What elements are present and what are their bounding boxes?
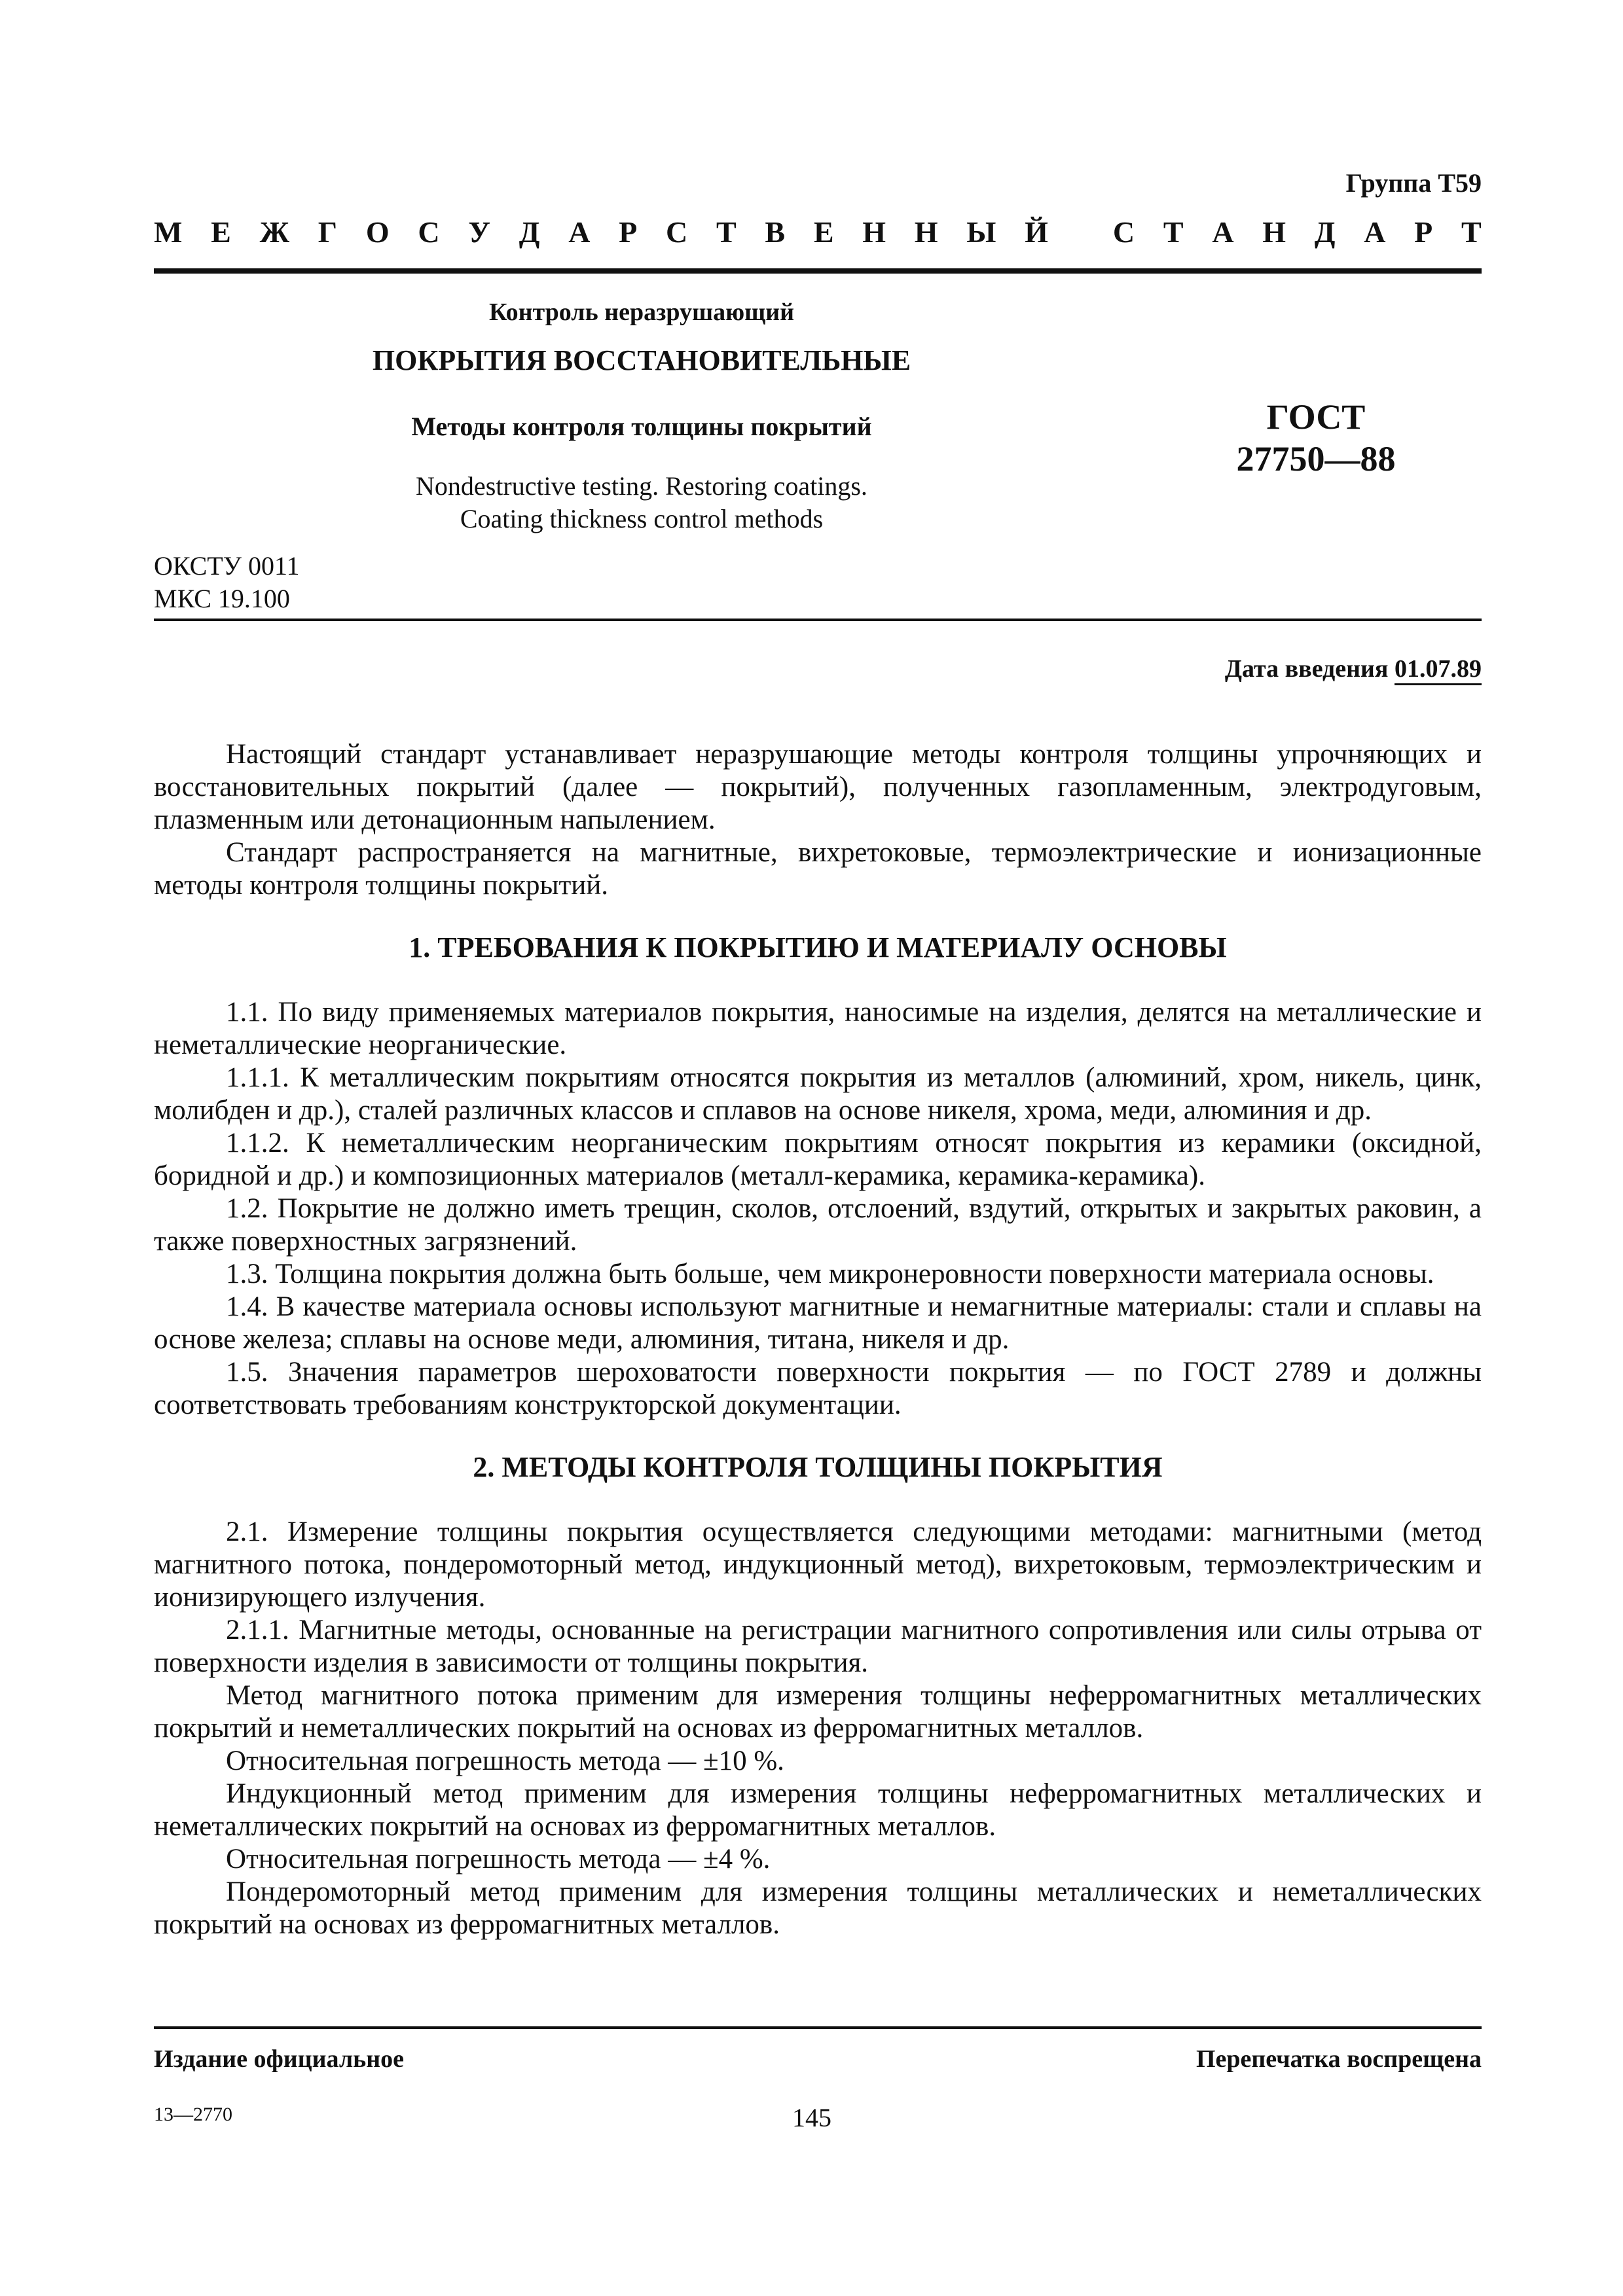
title-letter: С — [666, 215, 688, 249]
gost-label: ГОСТ — [1266, 397, 1366, 437]
title-letter: Ы — [966, 215, 996, 249]
title-letter: В — [765, 215, 786, 249]
footer-rule — [154, 2026, 1482, 2029]
introduction-date — [1225, 655, 1482, 683]
main-title: ПОКРЫТИЯ ВОССТАНОВИТЕЛЬНЫЕ — [372, 344, 911, 376]
title-letter: Н — [1262, 215, 1286, 249]
title-letter: Т — [1461, 215, 1482, 249]
title-word-gap — [1077, 215, 1085, 249]
title-letter: С — [1112, 215, 1135, 249]
paragraph: 1.1.2. К неметаллическим неорганическим покрытиям относят покрытия из керамики (оксидной, боридной и др.) и композиционных материалов (металл-керамика, керамика-керамика). — [154, 1128, 1482, 1191]
title-letter: Г — [318, 215, 338, 249]
paragraph: Относительная погрешность метода — ±4 %. — [226, 1844, 771, 1874]
title-letter: Ж — [259, 215, 290, 249]
paragraph: 1.4. В качестве материала основы используют магнитные и немагнитные материалы: стали и сплавы на основе железа; сплавы на основе меди, алюминия, титана, никеля и др. — [154, 1291, 1482, 1355]
title-letter: У — [468, 215, 491, 249]
gost-number: 27750—88 — [1236, 439, 1396, 478]
paragraph: Стандарт распространяется на магнитные, вихретоковые, термоэлектрические и ионизационные методы контроля толщины покрытий. — [154, 837, 1482, 901]
title-letter: Е — [211, 215, 231, 249]
section-heading: 1. ТРЕБОВАНИЯ К ПОКРЫТИЮ И МАТЕРИАЛУ ОСНОВЫ — [409, 931, 1227, 963]
title-letter: Е — [813, 215, 834, 249]
codes-rule — [154, 619, 1482, 621]
okstu-code: ОКСТУ 0011 — [154, 551, 300, 581]
official-edition-label: Издание официальное — [154, 2045, 405, 2073]
paragraph: 1.3. Толщина покрытия должна быть больше, чем микронеровности поверхности материала основы. — [226, 1259, 1434, 1289]
group-label: Группа Т59 — [1345, 168, 1482, 198]
methods-title: Методы контроля толщины покрытий — [411, 412, 872, 441]
paragraph: 1.2. Покрытие не должно иметь трещин, сколов, отслоений, вздутий, открытых и закрытых раковин, а также поверхностных загрязнений. — [154, 1193, 1482, 1257]
title-letter: С — [418, 215, 440, 249]
paragraph: Индукционный метод применим для измерения толщины неферромагнитных металлических и неметаллических покрытий на основах из ферромагнитных металлов. — [154, 1778, 1482, 1842]
title-letter: Н — [862, 215, 886, 249]
english-title-line: Nondestructive testing. Restoring coatings. — [416, 471, 867, 501]
gost-designation — [1178, 396, 1453, 480]
header-rule — [154, 268, 1482, 274]
order-number: 13—2770 — [154, 2104, 232, 2125]
page-number: 145 — [792, 2103, 831, 2132]
title-letter: А — [568, 215, 591, 249]
title-letter: А — [1364, 215, 1386, 249]
title-letter: Р — [1414, 215, 1433, 249]
title-letter: Д — [519, 215, 540, 249]
paragraph: Настоящий стандарт устанавливает неразрушающие методы контроля толщины упрочняющих и восстановительных покрытий (далее — покрытий), полученных газопламенным, электродуговым, плазменным или детонационным напылением. — [154, 739, 1482, 835]
title-letter: А — [1212, 215, 1234, 249]
paragraph: 1.5. Значения параметров шероховатости поверхности покрытия — по ГОСТ 2789 и должны соответствовать требованиям конструкторской документации. — [154, 1357, 1482, 1420]
paragraph: 1.1. По виду применяемых материалов покрытия, наносимые на изделия, делятся на металлические и неметаллические неорганические. — [154, 997, 1482, 1060]
english-title — [354, 470, 930, 535]
title-letter: О — [365, 215, 390, 249]
english-title-line: Coating thickness control methods — [460, 504, 824, 533]
title-letter: Т — [1163, 215, 1184, 249]
title-letter: Н — [914, 215, 938, 249]
title-letter: Р — [619, 215, 638, 249]
title-letter: Й — [1025, 215, 1048, 249]
paragraph: Метод магнитного потока применим для измерения толщины неферромагнитных металлических покрытий и неметаллических покрытий на основах из ферромагнитных металлов. — [154, 1680, 1482, 1744]
body-text — [154, 738, 1482, 1941]
mks-code: МКС 19.100 — [154, 584, 290, 613]
paragraph: 2.1. Измерение толщины покрытия осуществляется следующими методами: магнитными (метод магнитного потока, пондеромоторный метод, индукционный метод), вихретоковым, термоэлектрическим и ионизирующего излучения. — [154, 1516, 1482, 1613]
paragraph: 2.1.1. Магнитные методы, основанные на регистрации магнитного сопротивления или силы отрыва от поверхности изделия в зависимости от толщины покрытия. — [154, 1615, 1482, 1678]
interstate-standard-title — [154, 215, 1482, 249]
paragraph: Пондеромоторный метод применим для измерения толщины металлических и неметаллических покрытий на основах из ферромагнитных металлов. — [154, 1876, 1482, 1940]
title-letter: М — [154, 215, 183, 249]
classification-codes — [154, 550, 300, 615]
introduction-date-value: 01.07.89 — [1395, 655, 1482, 683]
section-heading: 2. МЕТОДЫ КОНТРОЛЯ ТОЛЩИНЫ ПОКРЫТИЯ — [473, 1451, 1163, 1483]
paragraph: Относительная погрешность метода — ±10 %. — [226, 1746, 784, 1776]
title-letter: Т — [716, 215, 737, 249]
subtitle: Контроль неразрушающий — [488, 298, 795, 326]
paragraph: 1.1.1. К металлическим покрытиям относятся покрытия из металлов (алюминий, хром, никель, цинк, молибден и др.), сталей различных классов и сплавов на основе никеля, хрома, меди, алюминия и др. — [154, 1062, 1482, 1126]
reprint-prohibited-label: Перепечатка воспрещена — [1195, 2045, 1482, 2073]
introduction-date-label: Дата введения — [1224, 655, 1389, 683]
title-letter: Д — [1314, 215, 1336, 249]
